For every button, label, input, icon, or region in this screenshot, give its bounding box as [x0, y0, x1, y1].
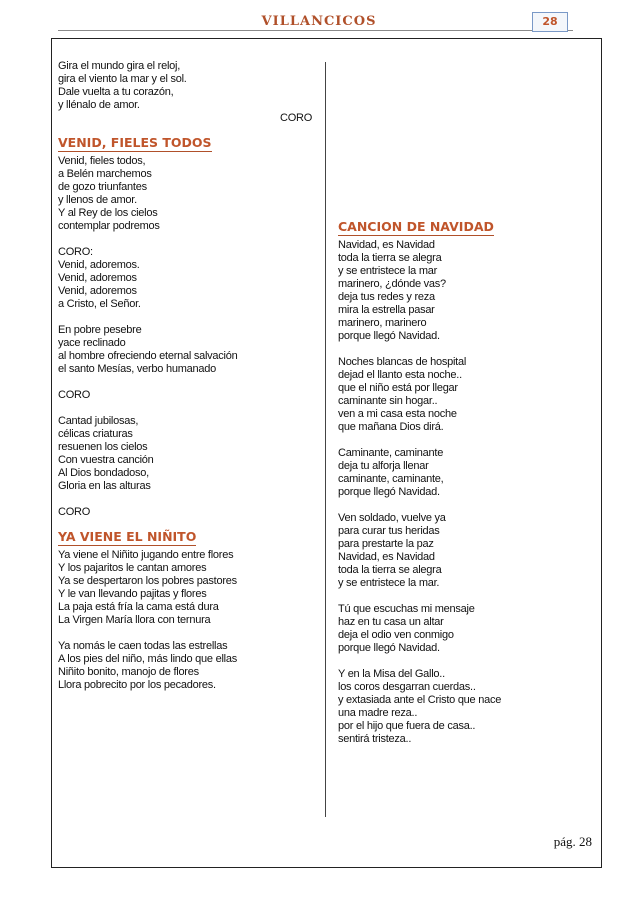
- verse-line: los coros desgarran cuerdas..: [338, 681, 476, 693]
- verse-line: Ven soldado, vuelve ya: [338, 512, 446, 524]
- header-title: VILLANCICOS: [261, 14, 377, 29]
- verse-line: Al Dios bondadoso,: [58, 467, 149, 479]
- stanza: [58, 415, 320, 493]
- verse-line: CORO:: [58, 246, 93, 258]
- verse-line: deja tus redes y reza: [338, 291, 435, 303]
- verse-line: Y le van llevando pajitas y flores: [58, 588, 207, 600]
- page-number-badge: 28: [532, 12, 568, 32]
- verse-line: haz en tu casa un altar: [338, 616, 444, 628]
- verse-line: Y en la Misa del Gallo..: [338, 668, 445, 680]
- verse-line: al hombre ofreciendo eternal salvación: [58, 350, 238, 362]
- verse-line: Navidad, es Navidad: [338, 551, 435, 563]
- verse-line: Ya viene el Niñito jugando entre flores: [58, 549, 234, 561]
- verse-line: el santo Mesías, verbo humanado: [58, 363, 216, 375]
- verse-line: gira el viento la mar y el sol.: [58, 73, 187, 85]
- left-column: [58, 60, 320, 692]
- verse-line: Con vuestra canción: [58, 454, 154, 466]
- song-title-venid-fieles-todos: VENID, FIELES TODOS: [58, 135, 212, 150]
- intro-stanza: [58, 60, 320, 112]
- verse-line: por el hijo que fuera de casa..: [338, 720, 476, 732]
- right-column: [338, 219, 588, 746]
- verse-line: La Virgen María llora con ternura: [58, 614, 211, 626]
- verse-line: porque llegó Navidad.: [338, 486, 440, 498]
- verse-line: Gira el mundo gira el reloj,: [58, 60, 181, 72]
- header-rule: [58, 30, 573, 31]
- verse-line: toda la tierra se alegra: [338, 252, 442, 264]
- verse-line: Cantad jubilosas,: [58, 415, 139, 427]
- stanza: [338, 356, 588, 434]
- stanza: [338, 512, 588, 590]
- verse-line: A los pies del niño, más lindo que ellas: [58, 653, 237, 665]
- verse-line: contemplar podremos: [58, 220, 160, 232]
- verse-line: Y al Rey de los cielos: [58, 207, 158, 219]
- coro-label: CORO: [58, 389, 90, 401]
- verse-line: y llenos de amor.: [58, 194, 137, 206]
- verse-line: caminante sin hogar..: [338, 395, 438, 407]
- song-title-ya-viene-el-ninito: YA VIENE EL NIÑITO: [58, 529, 197, 544]
- verse-line: y llénalo de amor.: [58, 99, 140, 111]
- intro-coro: CORO: [280, 112, 312, 124]
- verse-line: a Belén marchemos: [58, 168, 152, 180]
- verse-line: Ya se despertaron los pobres pastores: [58, 575, 237, 587]
- stanza: [58, 155, 320, 233]
- verse-line: para curar tus heridas: [338, 525, 440, 537]
- verse-line: Venid, adoremos: [58, 272, 137, 284]
- verse-line: sentirá tristeza..: [338, 733, 412, 745]
- page-footer-label: pág. 28: [553, 834, 592, 849]
- verse-line: ven a mi casa esta noche: [338, 408, 457, 420]
- verse-line: Venid, adoremos.: [58, 259, 140, 271]
- verse-line: deja tu alforja llenar: [338, 460, 429, 472]
- verse-line: caminante, caminante,: [338, 473, 444, 485]
- verse-line: Gloria en las alturas: [58, 480, 151, 492]
- verse-line: que mañana Dios dirá.: [338, 421, 444, 433]
- stanza: [58, 246, 320, 311]
- verse-line: célicas criaturas: [58, 428, 133, 440]
- verse-line: yace reclinado: [58, 337, 126, 349]
- verse-line: Niñito bonito, manojo de flores: [58, 666, 199, 678]
- verse-line: y extasiada ante el Cristo que nace: [338, 694, 502, 706]
- stanza: [58, 549, 320, 627]
- verse-line: marinero, ¿dónde vas?: [338, 278, 446, 290]
- stanza: [58, 324, 320, 376]
- stanza: [338, 239, 588, 343]
- verse-line: dejad el llanto esta noche..: [338, 369, 462, 381]
- verse-line: Ya nomás le caen todas las estrellas: [58, 640, 228, 652]
- column-divider: [325, 62, 326, 817]
- verse-line: toda la tierra se alegra: [338, 564, 442, 576]
- verse-line: a Cristo, el Señor.: [58, 298, 141, 310]
- verse-line: Navidad, es Navidad: [338, 239, 435, 251]
- verse-line: porque llegó Navidad.: [338, 642, 440, 654]
- verse-line: Caminante, caminante: [338, 447, 444, 459]
- verse-line: Tú que escuchas mi mensaje: [338, 603, 475, 615]
- stanza: [58, 640, 320, 692]
- stanza: [338, 447, 588, 499]
- verse-line: resuenen los cielos: [58, 441, 148, 453]
- verse-line: La paja está fría la cama está dura: [58, 601, 219, 613]
- verse-line: Noches blancas de hospital: [338, 356, 467, 368]
- verse-line: Llora pobrecito por los pecadores.: [58, 679, 216, 691]
- verse-line: deja el odio ven conmigo: [338, 629, 454, 641]
- song-title-cancion-de-navidad: CANCION DE NAVIDAD: [338, 219, 494, 234]
- stanza: [338, 668, 588, 746]
- verse-line: para prestarte la paz: [338, 538, 434, 550]
- verse-line: porque llegó Navidad.: [338, 330, 440, 342]
- verse-line: Venid, adoremos: [58, 285, 137, 297]
- verse-line: marinero, marinero: [338, 317, 427, 329]
- verse-line: que el niño está por llegar: [338, 382, 458, 394]
- verse-line: En pobre pesebre: [58, 324, 142, 336]
- verse-line: de gozo triunfantes: [58, 181, 147, 193]
- coro-label: CORO: [58, 506, 90, 518]
- verse-line: y se entristece la mar.: [338, 577, 440, 589]
- verse-line: una madre reza..: [338, 707, 418, 719]
- verse-line: mira la estrella pasar: [338, 304, 435, 316]
- verse-line: Dale vuelta a tu corazón,: [58, 86, 174, 98]
- verse-line: Venid, fieles todos,: [58, 155, 146, 167]
- verse-line: y se entristece la mar: [338, 265, 438, 277]
- stanza: [338, 603, 588, 655]
- verse-line: Y los pajaritos le cantan amores: [58, 562, 207, 574]
